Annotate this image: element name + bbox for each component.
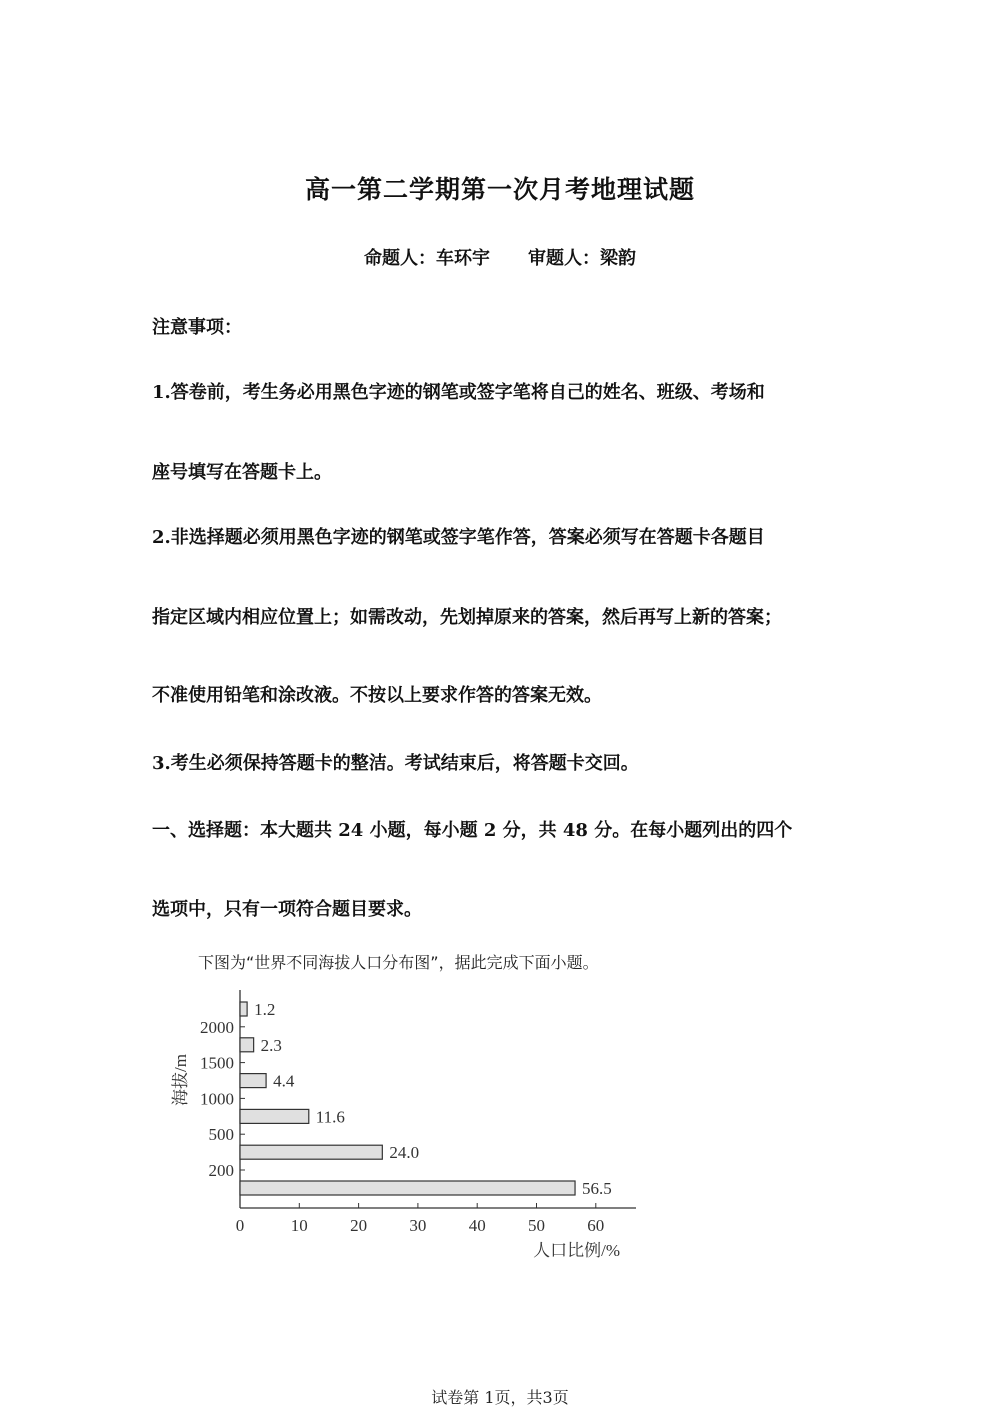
notice-line: 指定区域内相应位置上；如需改动，先划掉原来的答案，然后再写上新的答案； (152, 607, 782, 628)
x-tick-label: 0 (235, 1216, 245, 1235)
section-heading: 一、选择题：本大题共 24 小题，每小题 2 分，共 48 分。在每小题列出的四个 (152, 820, 793, 841)
question-intro: 下图为“世界不同海拔人口分布图”，据此完成下面小题。 (198, 953, 599, 972)
bar-value-label: 56.5 (582, 1179, 612, 1198)
x-axis-title: 人口比例/% (533, 1241, 620, 1260)
y-tick-label: 1500 (200, 1053, 234, 1073)
bar-value-label: 2.3 (260, 1035, 282, 1055)
bar (240, 1145, 382, 1159)
notice-line: 1.答卷前，考生务必用黑色字迹的钢笔或签字笔将自己的姓名、班级、考场和 (152, 382, 765, 403)
x-tick-label: 60 (587, 1216, 605, 1235)
x-tick-label: 20 (350, 1216, 368, 1235)
x-tick-label: 10 (290, 1216, 308, 1235)
notice-line: 3.考生必须保持答题卡的整洁。考试结束后，将答题卡交回。 (152, 753, 639, 774)
y-tick-label: 1000 (200, 1089, 234, 1109)
notice-line: 2.非选择题必须用黑色字迹的钢笔或签字笔作答，答案必须写在答题卡各题目 (152, 527, 765, 548)
bar-value-label: 1.2 (254, 1000, 276, 1019)
notice-line: 座号填写在答题卡上。 (152, 462, 332, 483)
y-tick-label: 500 (208, 1125, 234, 1145)
page-footer: 试卷第 1页，共3页 (431, 1388, 569, 1407)
notice-line: 不准使用铅笔和涂改液。不按以上要求作答的答案无效。 (152, 685, 602, 706)
bar (240, 1181, 575, 1195)
section-heading-cont: 选项中，只有一项符合题目要求。 (152, 899, 422, 920)
y-tick-label: 2000 (200, 1017, 234, 1037)
bar (240, 1002, 247, 1016)
x-tick-label: 40 (468, 1216, 486, 1235)
elevation-population-chart (150, 980, 650, 1270)
x-tick-label: 30 (409, 1216, 427, 1235)
bar-value-label: 24.0 (389, 1143, 420, 1163)
bar-value-label: 4.4 (273, 1071, 295, 1091)
author-label: 命题人：车环宇 (364, 248, 490, 269)
bar-value-label: 11.6 (315, 1107, 345, 1127)
y-axis-title: 海拔/m (171, 1054, 190, 1106)
page-title: 高一第二学期第一次月考地理试题 (304, 175, 695, 204)
authors-line (0, 244, 1000, 270)
bar (240, 1074, 266, 1088)
x-tick-label: 50 (528, 1216, 545, 1235)
bar (240, 1109, 309, 1123)
y-tick-label: 200 (208, 1161, 234, 1180)
bar (240, 1038, 254, 1052)
reviewer-label: 审题人：梁韵 (528, 248, 636, 269)
notice-heading: 注意事项： (152, 317, 242, 338)
